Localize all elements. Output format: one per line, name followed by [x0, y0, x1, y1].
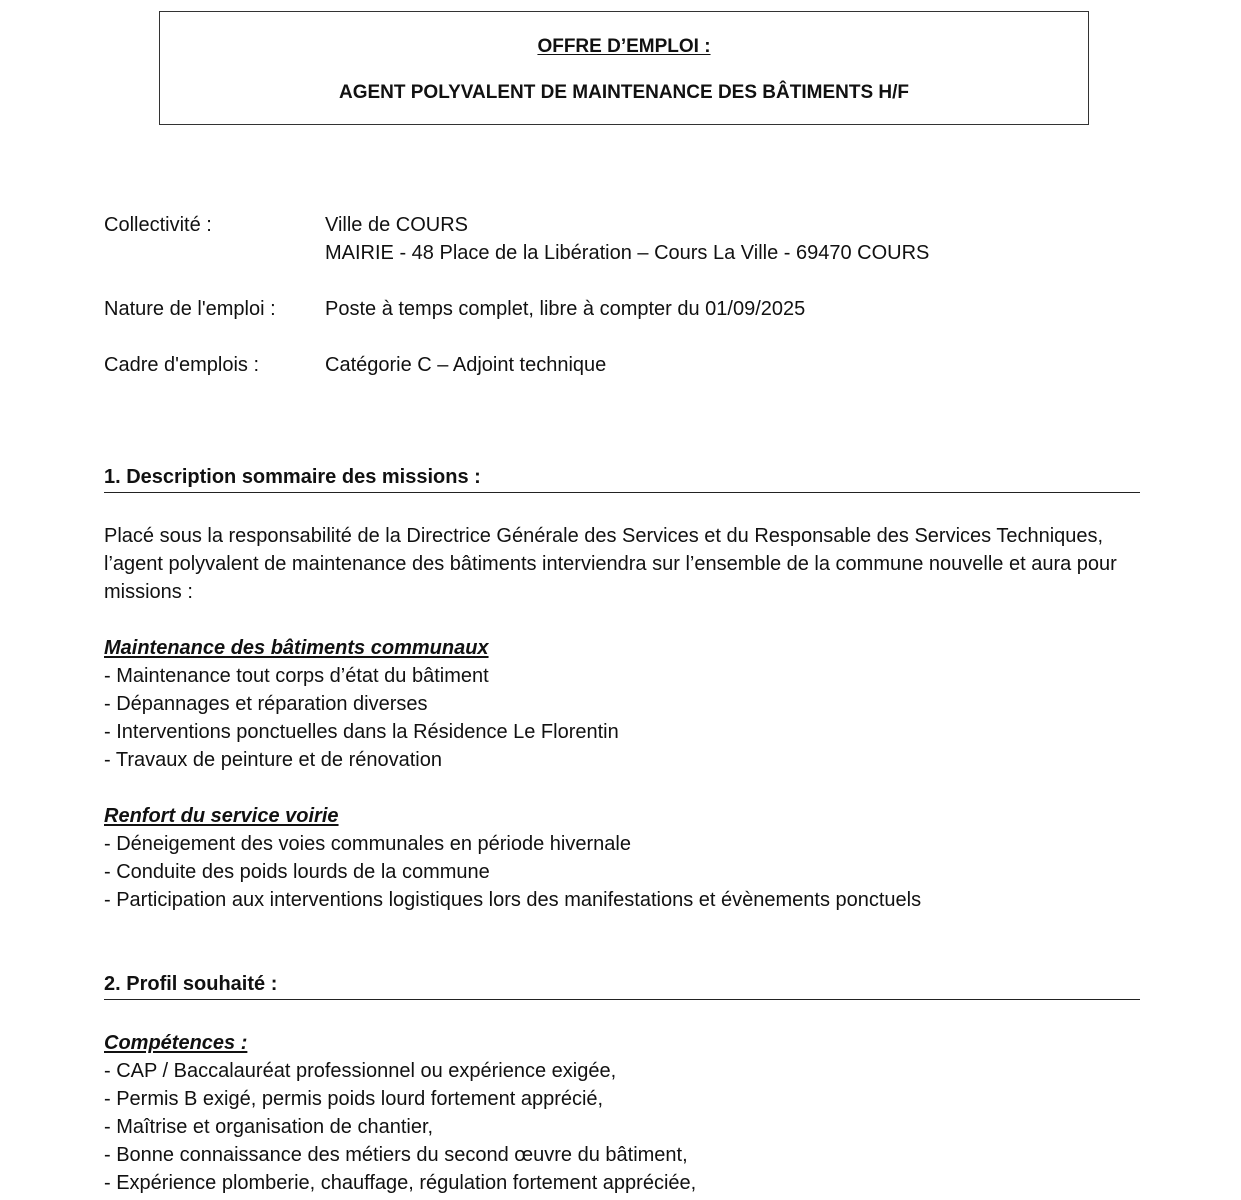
section-missions-heading: 1. Description sommaire des missions :	[104, 463, 1140, 493]
maintenance-list	[104, 662, 619, 774]
list-item: - CAP / Baccalauréat professionnel ou expérience exigée,	[104, 1060, 617, 1082]
collectivite-name: Ville de COURS	[325, 214, 469, 236]
cadre-value: Catégorie C – Adjoint technique	[325, 354, 607, 376]
list-item: - Déneigement des voies communales en période hivernale	[104, 833, 631, 855]
nature-label: Nature de l'emploi :	[104, 298, 276, 320]
list-item: - Expérience plomberie, chauffage, régulation fortement appréciée,	[104, 1172, 697, 1194]
nature-value: Poste à temps complet, libre à compter du 01/09/2025	[325, 298, 806, 320]
voirie-list	[104, 830, 921, 914]
list-item: - Dépannages et réparation diverses	[104, 693, 428, 715]
list-item: - Maintenance tout corps d’état du bâtiment	[104, 665, 489, 687]
list-item: - Travaux de peinture et de rénovation	[104, 749, 442, 771]
maintenance-subheading: Maintenance des bâtiments communaux	[104, 637, 489, 659]
list-item: - Interventions ponctuelles dans la Résidence Le Florentin	[104, 721, 619, 743]
cadre-label: Cadre d'emplois :	[104, 354, 259, 376]
section-profil-heading: 2. Profil souhaité :	[104, 970, 1140, 1000]
list-item: - Participation aux interventions logistiques lors des manifestations et évènements ponctuels	[104, 889, 922, 911]
competences-list	[104, 1057, 696, 1197]
list-item: - Conduite des poids lourds de la commune	[104, 861, 490, 883]
missions-intro: Placé sous la responsabilité de la Directrice Générale des Services et du Responsable des Services Techniques, l’agent polyvalent de maintenance des bâtiments interviendra sur l’ensemble de la commune nouvelle et aura pour missions :	[104, 525, 1117, 603]
offer-heading: OFFRE D’EMPLOI :	[537, 36, 711, 57]
job-title: AGENT POLYVALENT DE MAINTENANCE DES BÂTIMENTS H/F	[338, 82, 910, 103]
list-item: - Maîtrise et organisation de chantier,	[104, 1116, 434, 1138]
competences-subheading: Compétences :	[104, 1032, 248, 1054]
list-item: - Permis B exigé, permis poids lourd fortement apprécié,	[104, 1088, 604, 1110]
collectivite-label: Collectivité :	[104, 214, 212, 236]
list-item: - Bonne connaissance des métiers du second œuvre du bâtiment,	[104, 1144, 688, 1166]
title-box	[159, 11, 1089, 125]
collectivite-address: MAIRIE - 48 Place de la Libération – Cours La Ville - 69470 COURS	[325, 242, 930, 264]
voirie-subheading: Renfort du service voirie	[104, 805, 339, 827]
